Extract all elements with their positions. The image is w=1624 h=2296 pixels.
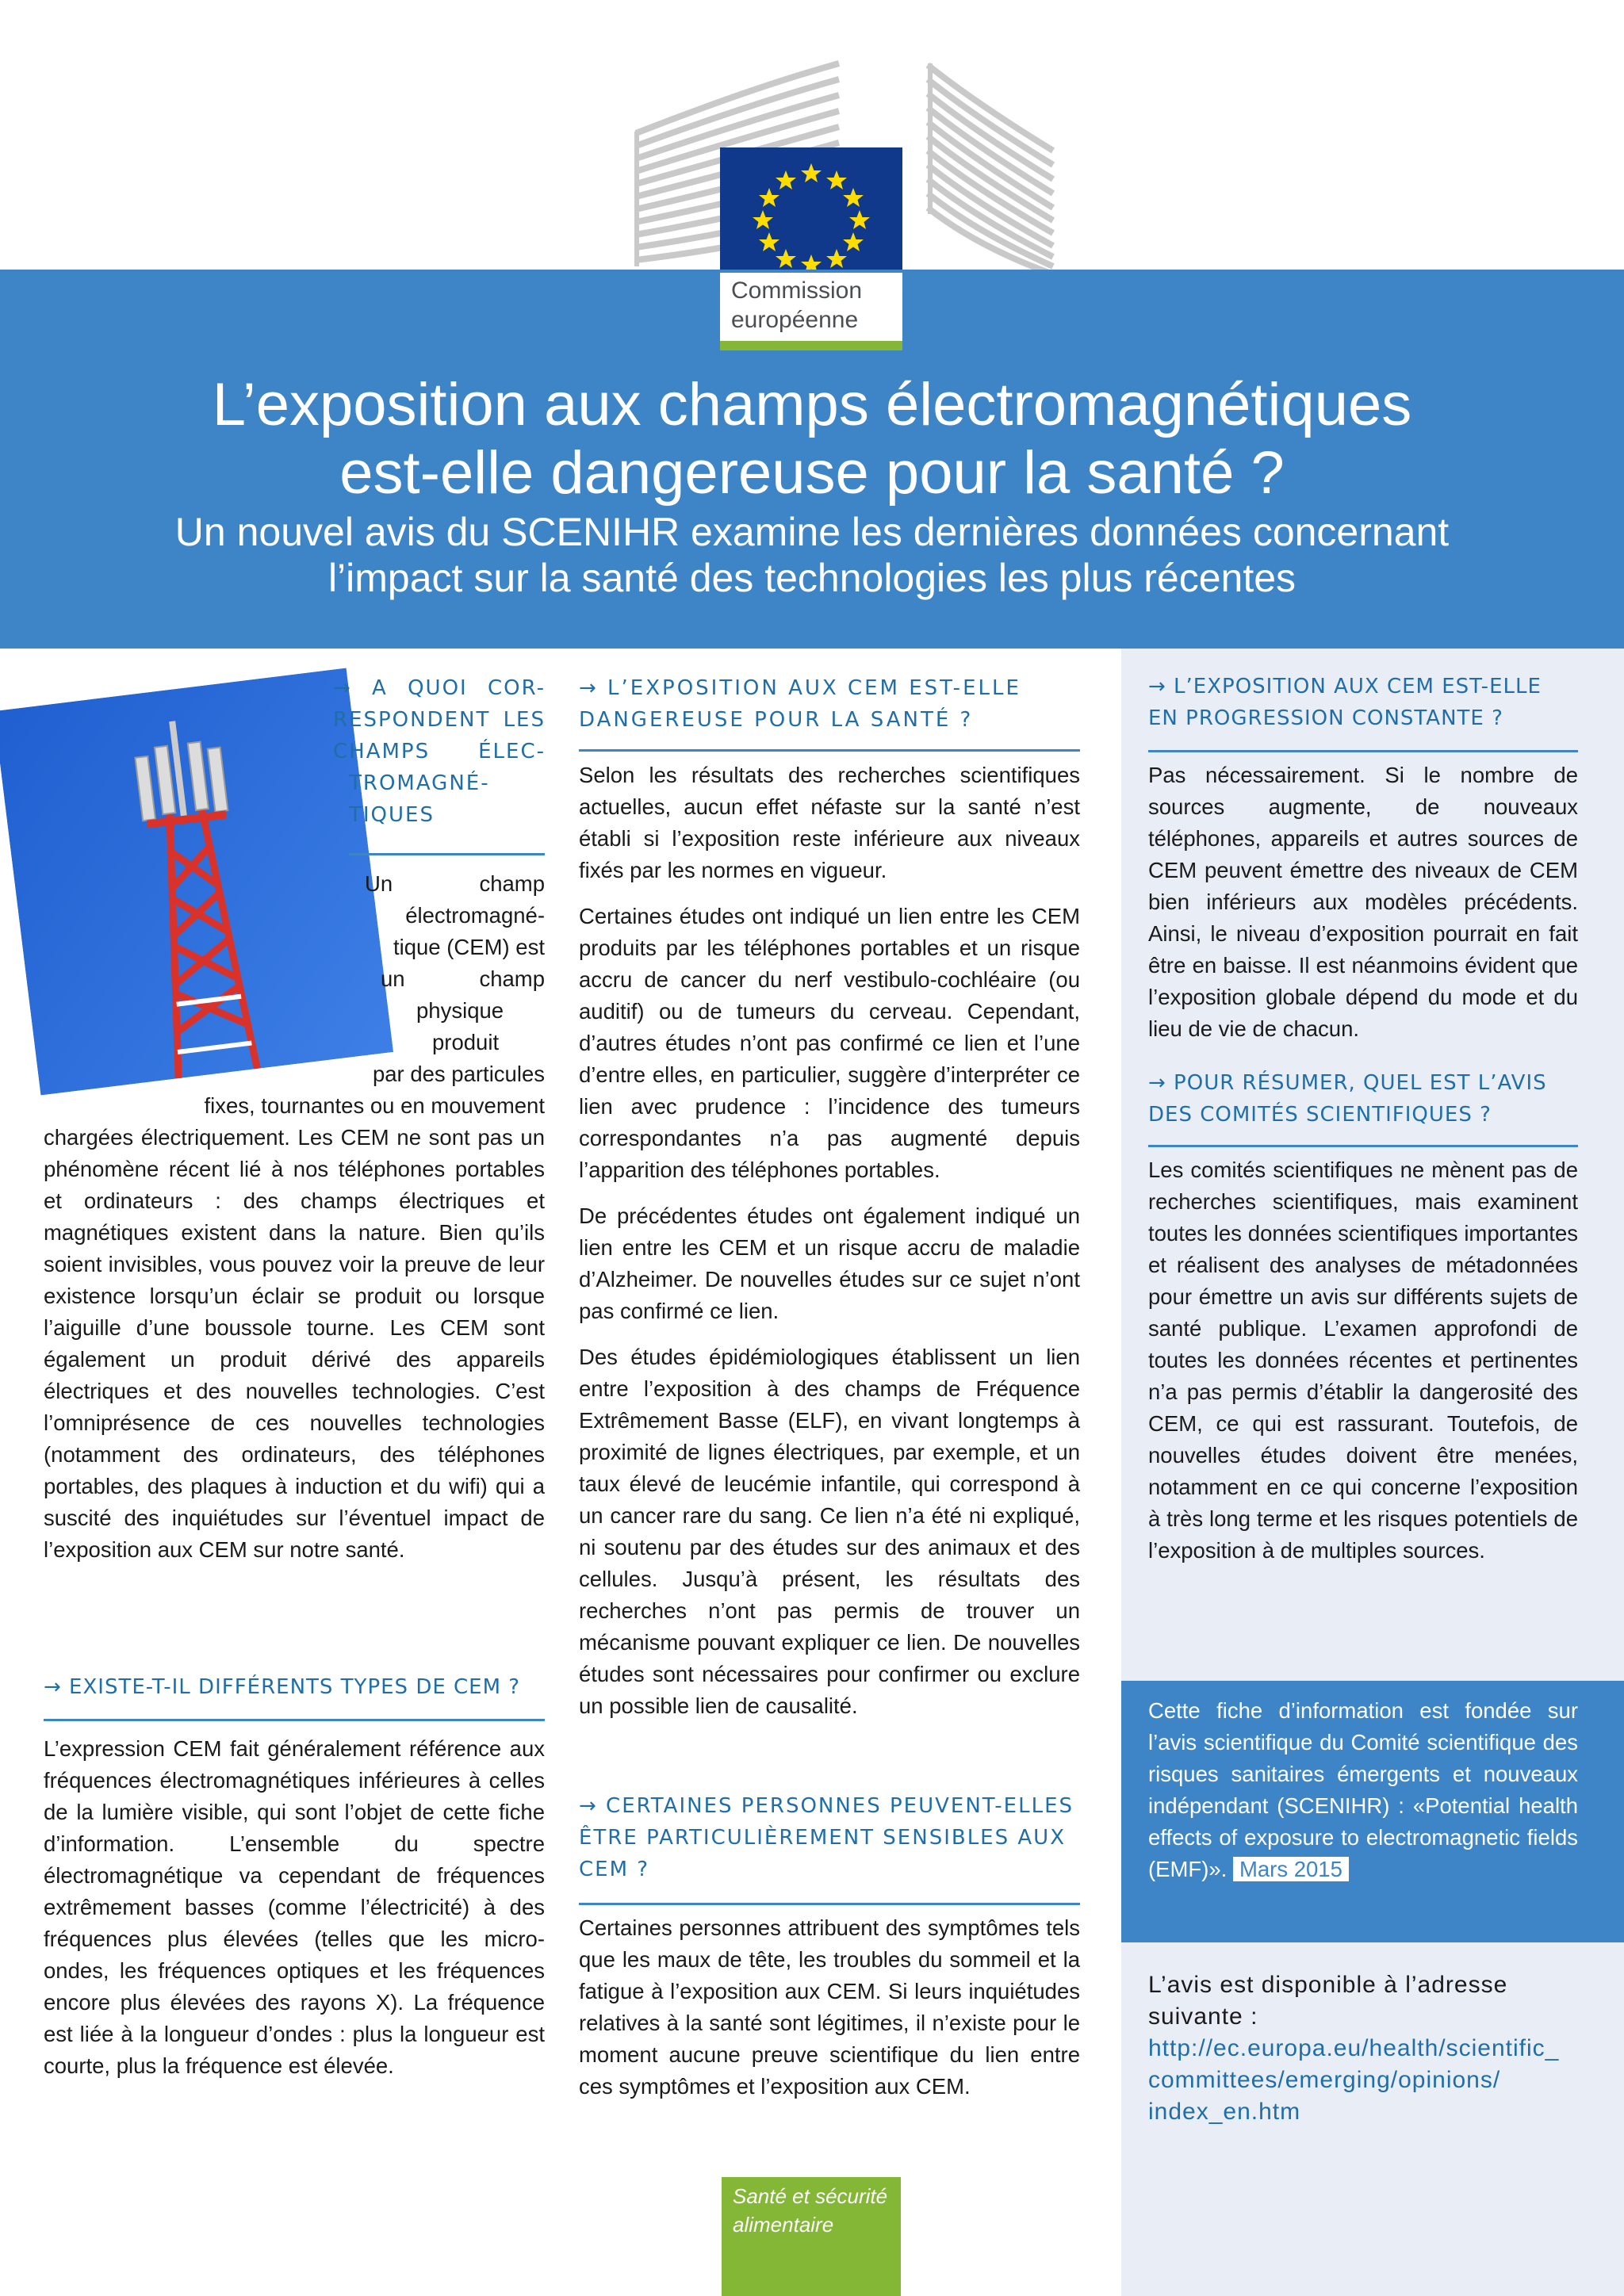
page-subtitle-line1: Un nouvel avis du SCENIHR examine les dernières données concernant [174, 510, 1450, 554]
progression-paragraph [1148, 760, 1578, 1059]
sensitive-paragraph [579, 1912, 1080, 2117]
summary-text: Les comités scientifiques ne mènent pas de recherches scientifiques, mais examinent toutes les données scientifiques importantes et réalisent des analyses de métadonnées pour émettre un avis sur différents sujets de santé publique. L’examen approfondi de toutes les données récentes et pertinentes n’a pas permis d’établir la dangerosité des CEM, ce qui est rassurant. Toutefois, de nouvelles études doivent être menées, notamment en ce qui concerne l’exposition à très long terme et les risques potentiels de l’exposition à de multiples sources. [1148, 1158, 1578, 1563]
page-subtitle-line2: l’impact sur la santé des technologies les plus récentes [327, 556, 1297, 600]
heading-what-are-emf-line3: CHAMPS ÉLEC- [333, 740, 546, 763]
heading-sensitive-people: → CERTAINES PERSONNES PEUVENT-ELLES ÊTRE PARTICULIÈREMENT SENSIBLES AUX CEM ? [579, 1794, 1074, 1881]
wrap-line: par des particules [372, 1062, 545, 1086]
heading-what-are-emf [333, 672, 546, 831]
heading-emf-types: → EXISTE-T-IL DIFFÉRENTS TYPES DE CEM ? [44, 1675, 521, 1699]
logo-green-bar [720, 341, 902, 350]
source-text: Cette fiche d’information est fondée sur l’avis scientifique du Comité scientifique des risques sanitaires émergents et nouveaux indépendant (SCENIHR) : «Potential health effects of exposure to electromagnetic fields (EMF)». [1148, 1698, 1578, 1881]
wrap-line: électromagné- [405, 903, 545, 928]
opinion-link-line1[interactable]: http://ec.europa.eu/health/scientific_ [1148, 2035, 1560, 2061]
page-title [87, 371, 1537, 507]
divider [579, 749, 1080, 752]
eu-stars-icon [720, 147, 902, 273]
divider [1148, 1145, 1578, 1147]
sensitive-text: Certaines personnes attribuent des symptômes tels que les maux de tête, les troubles du sommeil et la fatigue à l’exposition aux CEM. Si leurs inquiétudes relatives à la santé sont légitimes, il n’existe pour le moment aucune preuve scientifique du lien entre ces symptômes et l’exposition aux CEM. [579, 1915, 1080, 2099]
wrap-line: tique (CEM) est [393, 935, 545, 959]
page-title-line2: est-elle dangereuse pour la santé ? [339, 439, 1285, 507]
heading-emf-progression: → L’EXPOSITION AUX CEM EST-ELLE EN PROGRESSION CONSTANTE ? [1148, 675, 1542, 730]
source-box-text [1148, 1695, 1578, 1885]
danger-paragraph: Certaines études ont indiqué un lien entre les CEM produits par les téléphones portables et un risque accru de cancer du nerf vestibulo-cochléaire (ou auditif) ou de tumeurs du cerveau. Cependant, d’autres études n’ont pas confirmé ce lien et l’une d’entre elles, en particulier, suggère d’interpréter ce lien avec prudence : l’incidence des tumeurs correspondantes n’a pas augmenté depuis l’apparition des téléphones portables. [579, 904, 1080, 1182]
wrap-line: produit [432, 1030, 500, 1054]
intro-wrapped-text-2 [44, 1058, 545, 1122]
wrap-line: physique [416, 998, 504, 1023]
intro-paragraph [44, 1122, 545, 1580]
commission-label [720, 273, 902, 335]
opinion-link-line3[interactable]: index_en.htm [1148, 2099, 1301, 2125]
danger-paragraph: De précédentes études ont également indiqué un lien entre les CEM et un risque accru de maladie d’Alzheimer. De nouvelles études sur ce sujet n’ont pas confirmé ce lien. [579, 1203, 1080, 1323]
opinion-link-line2[interactable]: committees/emerging/opinions/ [1148, 2067, 1501, 2093]
danger-paragraph: Selon les résultats des recherches scientifiques actuelles, aucun effet néfaste sur la santé n’est établi si l’exposition reste inférieure aux niveaux fixés par les normes en vigueur. [579, 763, 1080, 882]
heading-what-are-emf-line1: → A QUOI COR- [333, 676, 546, 700]
emf-types-paragraph [44, 1733, 545, 2096]
divider [349, 853, 545, 855]
commission-label-line2: européenne [731, 307, 859, 333]
divider [1148, 750, 1578, 752]
wrap-line: fixes, tournantes ou en mouvement [204, 1093, 545, 1118]
heading-is-emf-dangerous: → L’EXPOSITION AUX CEM EST-ELLE DANGEREUSE POUR LA SANTÉ ? [579, 676, 1021, 732]
heading-what-are-emf-line4: TROMAGNÉ- [349, 771, 490, 795]
availability-text [1148, 1969, 1578, 2128]
danger-paragraph: Des études épidémiologiques établissent un lien entre l’exposition à des champs de Fréquence Extrêmement Basse (ELF), en vivant longtemps à proximité de lignes électriques, par exemple, et un taux élevé de leucémie infantile, qui correspond à un cancer rare du sang. Ce lien n’a été ni expliqué, ni soutenu par des études sur des animaux et des cellules. Jusqu’à présent, les résultats des recherches n’ont pas permis de trouver un mécanisme pouvant expliquer ce lien. De nouvelles études sont nécessaires pour confirmer ou exclure un possible lien de causalité. [579, 1345, 1080, 1718]
source-date: Mars 2015 [1233, 1857, 1349, 1881]
progression-text: Pas nécessairement. Si le nombre de sources augmente, de nouveaux téléphones, appareils et autres sources de CEM peuvent émettre des niveaux de CEM bien inférieurs aux modèles précédents. Ainsi, le niveau d’exposition pourrait en fait être en baisse. Il est néanmoins évident que l’exposition globale dépend du mode et du lieu de vie de chacun. [1148, 763, 1578, 1041]
page-subtitle [119, 509, 1505, 601]
heading-what-are-emf-line2: RESPONDENT LES [333, 708, 546, 732]
eu-flag [720, 147, 902, 273]
divider [44, 1719, 545, 1721]
heading-summary: → POUR RÉSUMER, QUEL EST L’AVIS DES COMITÉS SCIENTIFIQUES ? [1148, 1071, 1547, 1127]
availability-label: L’avis est disponible à l’adresse suivante : [1148, 1972, 1508, 2030]
intro-wrapped-text [309, 868, 545, 1058]
commission-label-box [720, 273, 902, 349]
intro-paragraph-text: chargées électriquement. Les CEM ne sont pas un phénomène récent lié à nos téléphones portables et ordinateurs : des champs électriques et magnétiques existent dans la nature. Bien qu’ils soient invisibles, vous pouvez voir la preuve de leur existence lorsqu’un éclair se produit ou lorsque l’aiguille d’une boussole tourne. Les CEM sont également un produit dérivé des appareils électriques et des nouvelles technologies. C’est l’omniprésence de ces nouvelles technologies (notamment des ordinateurs, des téléphones portables, des plaques à induction et du wifi) qui a suscité des inquiétudes sur l’éventuel impact de l’exposition aux CEM sur notre santé. [44, 1125, 545, 1562]
commission-label-line1: Commission [731, 277, 863, 304]
footer-label [722, 2182, 901, 2239]
footer-label-line2: alimentaire [733, 2213, 834, 2237]
wrap-line: Un champ [365, 871, 545, 896]
page-title-line1: L’exposition aux champs électromagnétiques [212, 371, 1412, 438]
wrap-line: un champ [381, 966, 545, 991]
summary-paragraph [1148, 1154, 1578, 1581]
emf-types-text: L’expression CEM fait généralement référence aux fréquences électromagnétiques inférieures à celles de la lumière visible, qui sont l’objet de cette fiche d’information. L’ensemble du spectre électromagnétique va cependant de fréquences extrêmement basses (comme l’électricité) à des fréquences plus élevées (telles que les micro-ondes, les fréquences optiques et les fréquences encore plus élevées des rayons X). La fréquence est liée à la longueur d’ondes : plus la longueur est courte, plus la fréquence est élevée. [44, 1736, 545, 2078]
divider [579, 1903, 1080, 1905]
danger-paragraphs [579, 760, 1080, 1736]
footer-label-line1: Santé et sécurité [733, 2184, 888, 2208]
heading-what-are-emf-line5: TIQUES [349, 803, 435, 827]
